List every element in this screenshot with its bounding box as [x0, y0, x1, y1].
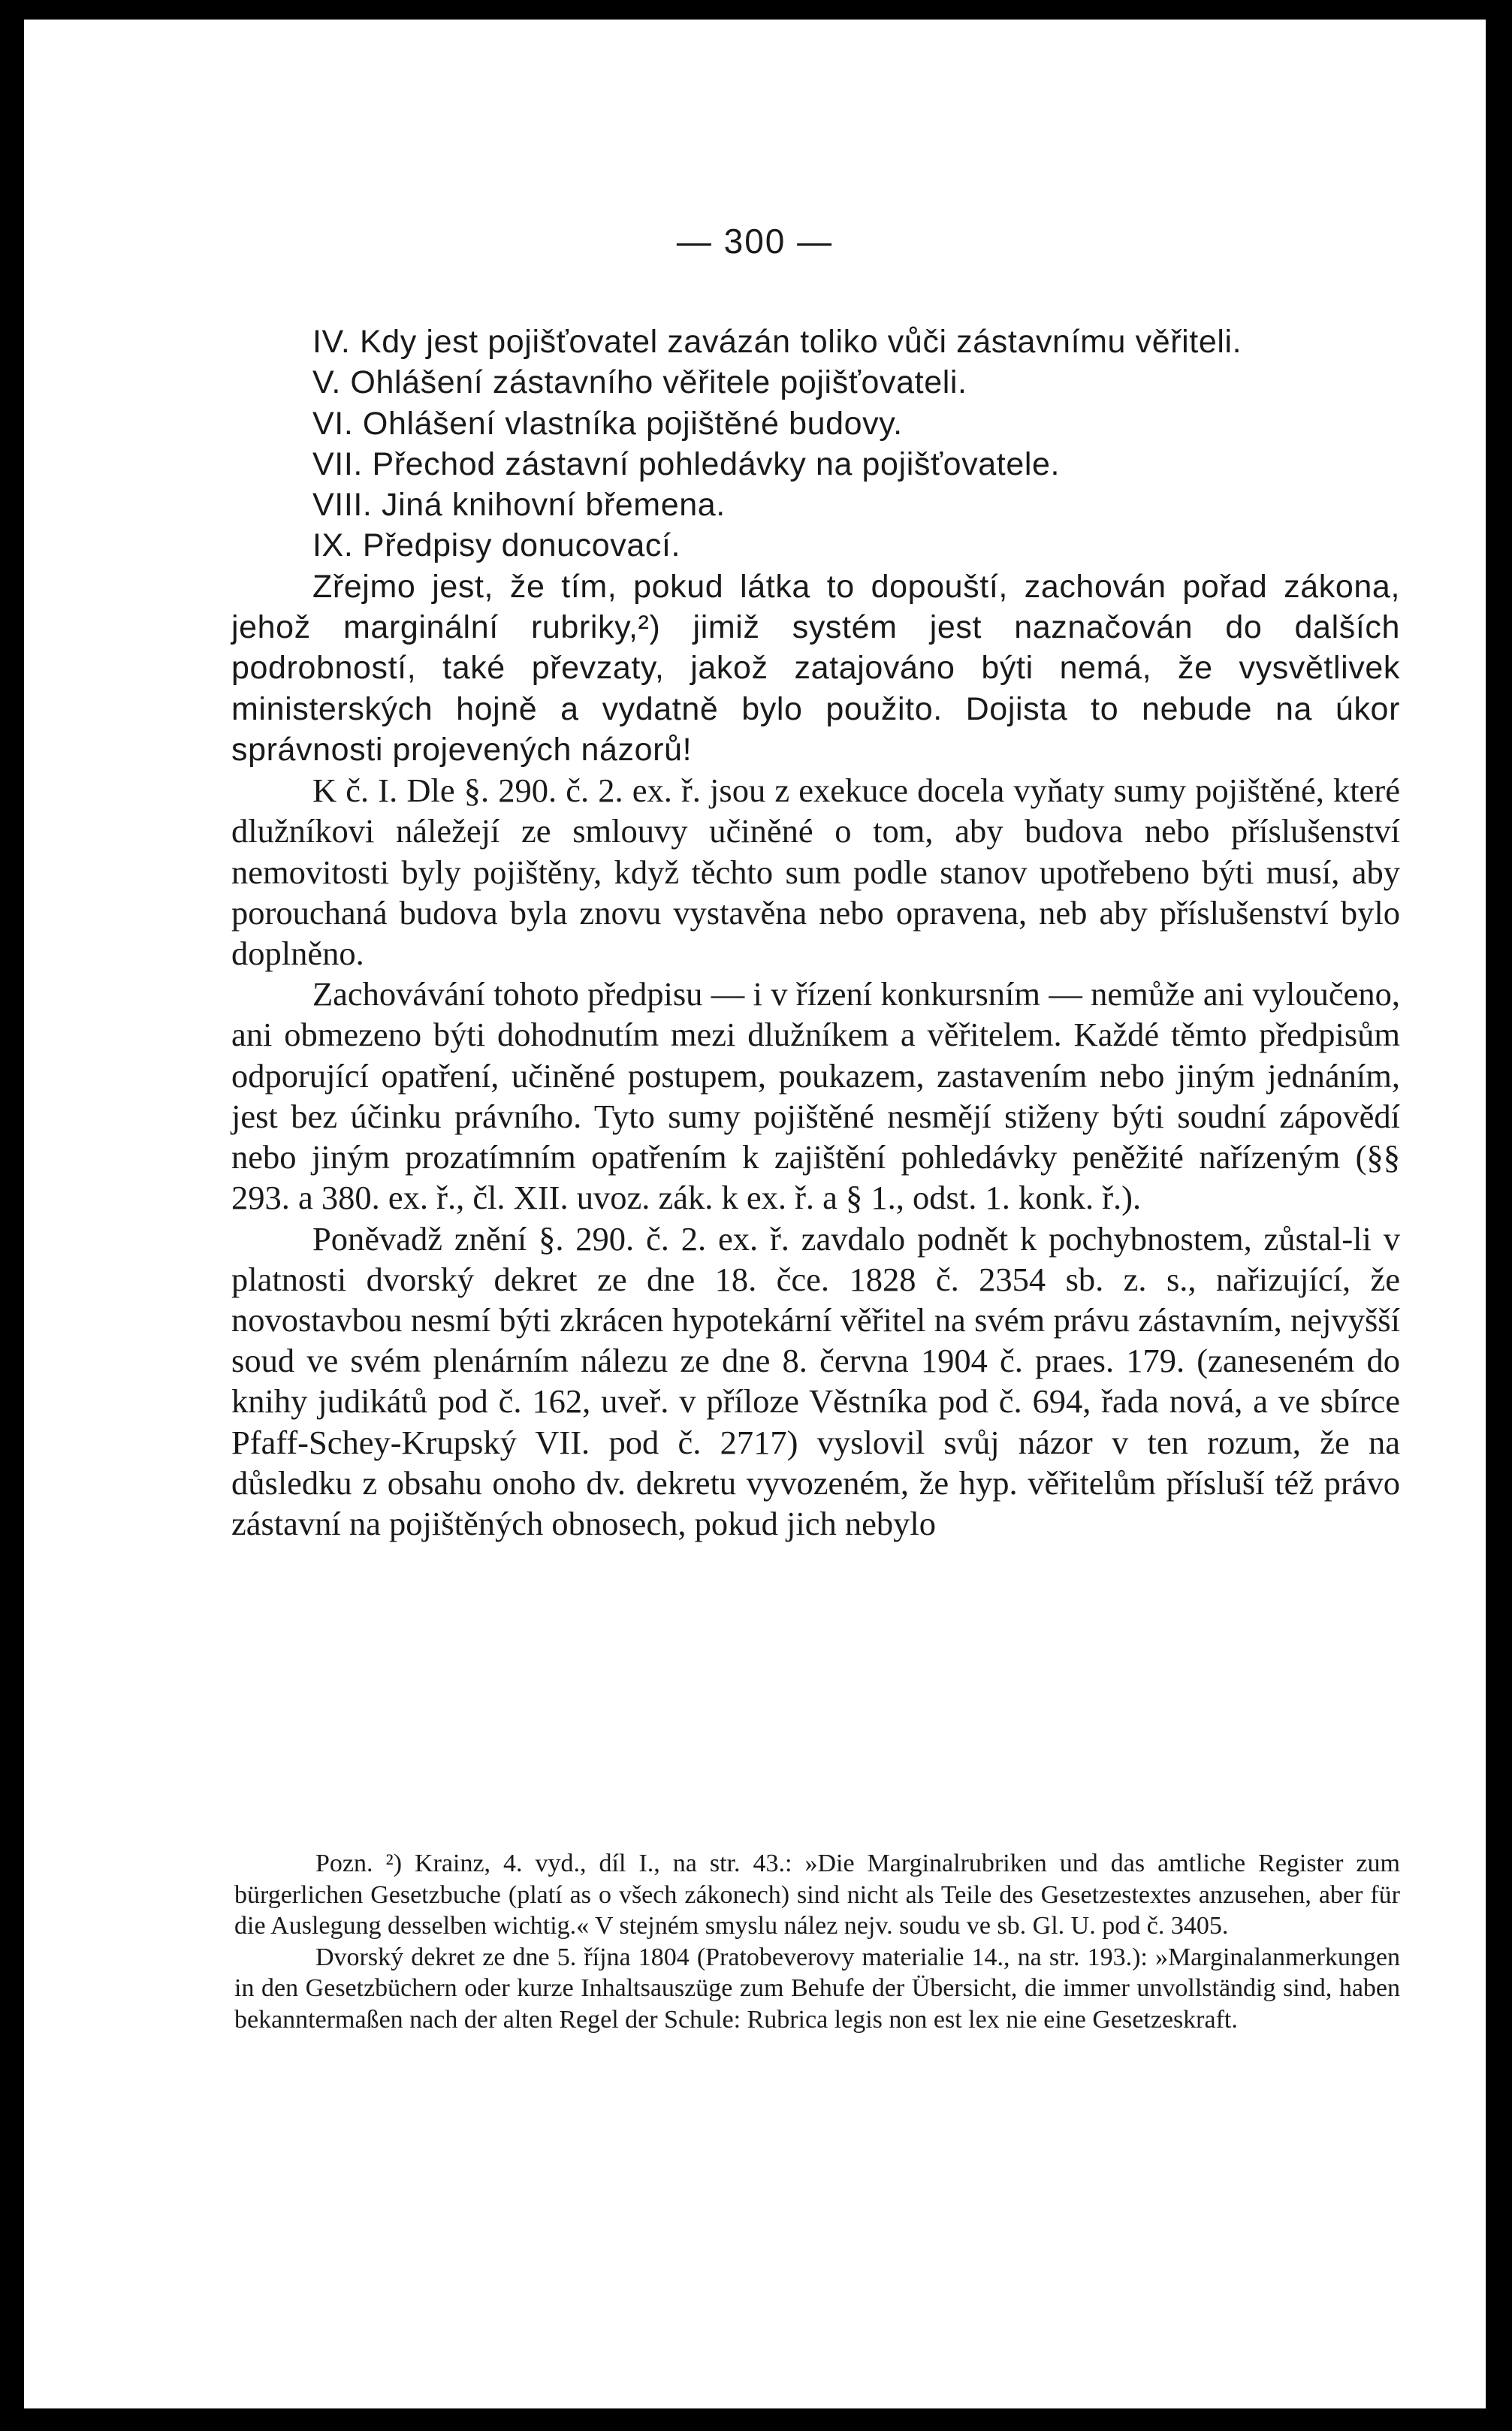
main-text [231, 322, 1400, 1544]
footnote-krainz: Pozn. ²) Krainz, 4. vyd., díl I., na str. 43.: »Die Marginalrubriken und das amtliche Register zum bürgerlichen Gesetzbuche (platí as o všech zákonech) sind nicht als Teile des Gesetzestextes anzusehen, aber für die Auslegung desselben wichtig.« V stejném smyslu nález nejv. soudu ve sb. Gl. U. pod č. 3405. [234, 1850, 1400, 1940]
book-page [24, 20, 1486, 2408]
list-item-vi: VI. Ohlášení vlastníka pojištěné budovy. [312, 405, 903, 442]
paragraph-intro: Zřejmo jest, že tím, pokud látka to dopouští, zachován pořad zákona, jehož marginální rubriky,²) jimiž systém jest naznačován do dalších podrobností, také převzaty, jakož zatajováno býti nemá, že vysvětlivek ministerských hojně a vydatně bylo použito. Dojista to nebude na úkor správnosti projevených názorů! [231, 568, 1400, 768]
list-item-iv: IV. Kdy jest pojišťovatel zavázán toliko vůči zástavnímu věřiteli. [312, 324, 1242, 360]
section-list [231, 322, 1400, 566]
list-item-ix: IX. Předpisy donucovací. [312, 527, 681, 564]
paragraph-k-c-i: K č. I. Dle §. 290. č. 2. ex. ř. jsou z exekuce docela vyňaty sumy pojištěné, které dlužníkovi náležejí ze smlouvy učiněné o tom, aby budova nebo příslušenství nemovitosti byly pojištěny, když těchto sum podle stanov upotřebeno býti musí, aby porouchaná budova byla znovu vystavěna nebo opravena, neb aby příslušenství bylo doplněno. [231, 772, 1400, 973]
list-item-viii: VIII. Jiná knihovní břemena. [312, 487, 726, 524]
footnote-dvorsky-dekret: Dvorský dekret ze dne 5. října 1804 (Pratobeverovy materialie 14., na str. 193.): »Marginalanmerkungen in den Gesetzbüchern oder kurze Inhaltsauszüge zum Behufe der Übersicht, die immer unvollständig sind, haben bekanntermaßen nach der alten Regel der Schule: Rubrica legis non est lex nie eine Gesetzeskraft. [234, 1943, 1400, 2034]
list-item-vii: VII. Přechod zástavní pohledávky na pojišťovatele. [312, 445, 1061, 482]
footnote-separator [231, 1829, 1400, 1830]
list-item-v: V. Ohlášení zástavního věřitele pojišťovateli. [312, 364, 967, 401]
page-number: — 300 — [676, 222, 834, 261]
footnotes [234, 1848, 1400, 2036]
paragraph-zachovavani: Zachovávání tohoto předpisu — i v řízení konkursním — nemůže ani vyloučeno, ani obmezeno býti dohodnutím mezi dlužníkem a věřitelem. Každé těmto předpisům odporující opatření, učiněné postupem, poukazem, zastavením nebo jiným jednáním, jest bez účinku právního. Tyto sumy pojištěné nesmějí stiženy býti soudní zápovědí nebo jiným prozatímním opatřením k zajištění pohledávky peněžité nařízeným (§§ 293. a 380. ex. ř., čl. XII. uvoz. zák. k ex. ř. a § 1., odst. 1. konk. ř.). [231, 975, 1400, 1217]
paragraph-ponevadz: Poněvadž znění §. 290. č. 2. ex. ř. zavdalo podnět k pochybnostem, zůstal-li v platnosti dvorský dekret ze dne 18. čce. 1828 č. 2354 sb. z. s., nařizující, že novostavbou nesmí býti zkrácen hypotekární věřitel na svém právu zástavním, nejvyšší soud ve svém plenárním nálezu ze dne 8. června 1904 č. praes. 179. (zaneseném do knihy judikátů pod č. 162, uveř. v příloze Věstníka pod č. 694, řada nová, a ve sbírce Pfaff-Schey-Krupský VII. pod č. 2717) vyslovil svůj názor v ten rozum, že na důsledku z obsahu onoho dv. dekretu vyvozeném, že hyp. věřitelům přísluší též právo zástavní na pojištěných obnosech, pokud jich nebylo [231, 1219, 1400, 1542]
